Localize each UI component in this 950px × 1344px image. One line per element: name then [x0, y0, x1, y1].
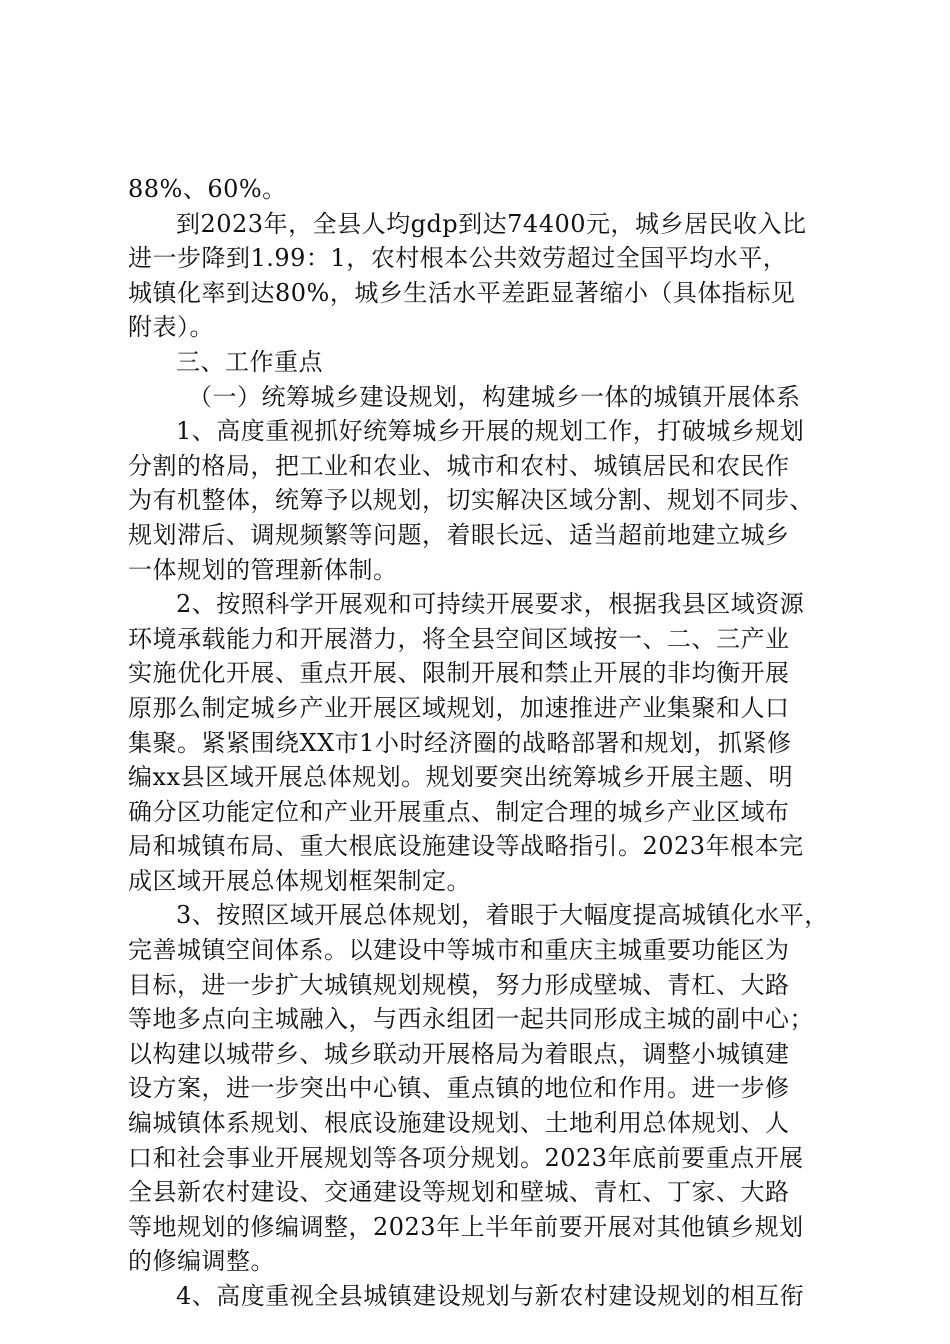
text-line: 实施优化开展、重点开展、限制开展和禁止开展的非均衡开展 [128, 659, 790, 688]
text-line: （一）统筹城乡建设规划，构建城乡一体的城镇开展体系 [188, 382, 801, 411]
text-line: 为有机整体，统筹予以规划，切实解决区域分割、规划不同步、 [128, 486, 814, 515]
text-line: 设方案，进一步突出中心镇、重点镇的地位和作用。进一步修 [128, 1074, 790, 1103]
text-line: 规划滞后、调规频繁等问题，着眼长远、适当超前地建立城乡 [128, 520, 790, 549]
text-line: 完善城镇空间体系。以建设中等城市和重庆主城重要功能区为 [128, 936, 790, 965]
text-line: 局和城镇布局、重大根底设施建设等战略指引。2023年根本完 [128, 832, 804, 861]
text-line: 一体规划的管理新体制。 [128, 555, 398, 584]
text-line: 等地多点向主城融入，与西永组团一起共同形成主城的副中心； [128, 1005, 814, 1034]
text-line: 成区域开展总体规划框架制定。 [128, 866, 471, 895]
text-line: 88%、60%。 [128, 175, 287, 203]
document-body [128, 172, 828, 1314]
text-line: 编城镇体系规划、根底设施建设规划、土地利用总体规划、人 [128, 1109, 790, 1138]
text-line: 口和社会事业开展规划等各项分规划。2023年底前要重点开展 [128, 1143, 804, 1172]
text-line: 环境承载能力和开展潜力，将全县空间区域按一、二、三产业 [128, 624, 790, 653]
text-line: 目标，进一步扩大城镇规划规模，努力形成壁城、青杠、大路 [128, 970, 790, 999]
text-line: 2、按照科学开展观和可持续开展要求，根据我县区域资源 [176, 590, 805, 619]
text-line: 进一步降到1.99：1，农村根本公共效劳超过全国平均水平， [128, 244, 788, 273]
text-line: 到2023年，全县人均gdp到达74400元，城乡居民收入比 [176, 209, 807, 238]
text-line: 4、高度重视全县城镇建设规划与新农村建设规划的相互衔 [176, 1282, 805, 1310]
text-line: 等地规划的修编调整，2023年上半年前要开展对其他镇乡规划 [128, 1212, 804, 1241]
text-line: 3、按照区域开展总体规划，着眼于大幅度提高城镇化水平， [176, 901, 829, 930]
text-line: 三、工作重点 [176, 347, 323, 376]
text-line: 分割的格局，把工业和农业、城市和农村、城镇居民和农民作 [128, 451, 790, 480]
text-line: 城镇化率到达80%，城乡生活水平差距显著缩小（具体指标见 [128, 278, 796, 307]
text-line: 确分区功能定位和产业开展重点、制定合理的城乡产业区域布 [128, 797, 790, 826]
text-line: 以构建以城带乡、城乡联动开展格局为着眼点，调整小城镇建 [128, 1039, 790, 1068]
text-line: 集聚。紧紧围绕XX市1小时经济圈的战略部署和规划，抓紧修 [128, 728, 792, 757]
text-line: 全县新农村建设、交通建设等规划和壁城、青杠、丁家、大路 [128, 1178, 790, 1207]
text-line: 1、高度重视抓好统筹城乡开展的规划工作，打破城乡规划 [176, 417, 805, 446]
text-line: 附表）。 [128, 313, 214, 342]
text-line: 编xx县区域开展总体规划。规划要突出统筹城乡开展主题、明 [128, 763, 794, 792]
text-line: 的修编调整。 [128, 1247, 275, 1276]
text-line: 原那么制定城乡产业开展区域规划，加速推进产业集聚和人口 [128, 693, 790, 722]
